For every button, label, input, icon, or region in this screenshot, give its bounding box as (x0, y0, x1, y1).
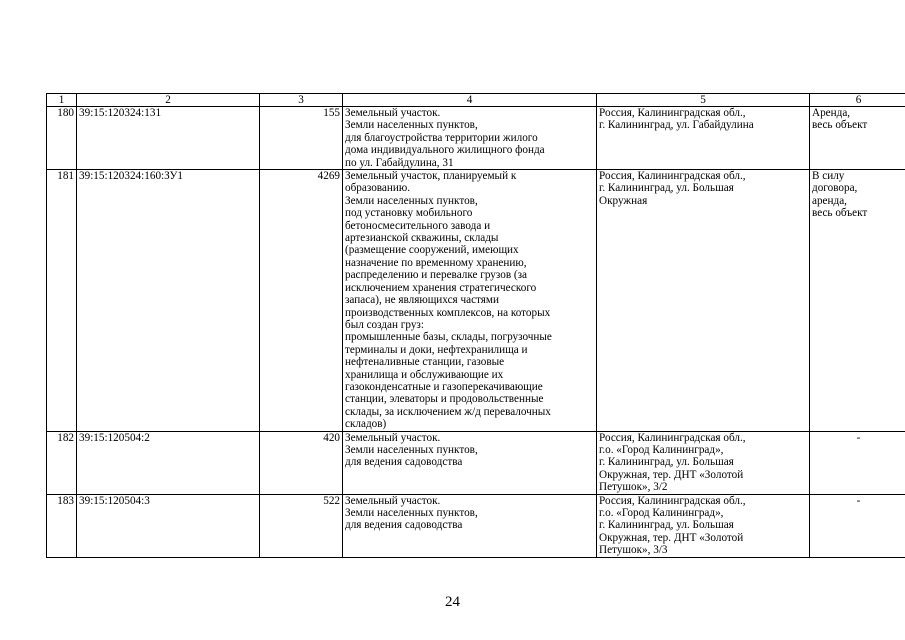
page-number: 24 (445, 594, 460, 610)
plot-address: Россия, Калининградская обл., г. Калининград, ул. Габайдулина (597, 107, 810, 170)
table-row (47, 431, 905, 494)
header-col-4: 4 (343, 94, 597, 107)
cadastral-number: 39:15:120504:3 (77, 494, 260, 557)
plot-area: 4269 (260, 170, 343, 432)
plot-description: Земельный участок, планируемый к образованию. Земли населенных пунктов, под установку мобильного бетоносмесительного завода и артезианской скважины, склады (размещение сооружений, имеющих назначение по временному хранению, распределению и перевалке грузов (за исключением хранения стратегического запаса), не являющихся частями производственных комплексов, на которых был создан груз: промышленные базы, склады, погрузочные терминалы и доки, нефтехранилища и нефтеналивные станции, газовые хранилища и обслуживающие их газоконденсатные и газоперекачивающие станции, элеваторы и продовольственные склады, за исключением ж/д перевалочных складов) (343, 170, 597, 432)
plot-address: Россия, Калининградская обл., г.о. «Город Калининград», г. Калининград, ул. Большая Окружная, тер. ДНТ «Золотой Петушок», 3/2 (597, 431, 810, 494)
header-col-3: 3 (260, 94, 343, 107)
plot-description: Земельный участок. Земли населенных пунктов, для благоустройства территории жилого дома индивидуального жилищного фонда по ул. Габайдулина, 31 (343, 107, 597, 170)
header-col-6: 6 (810, 94, 905, 107)
header-col-5: 5 (597, 94, 810, 107)
plot-right: - (810, 431, 905, 494)
plot-address: Россия, Калининградская обл., г.о. «Город Калининград», г. Калининград, ул. Большая Окружная, тер. ДНТ «Золотой Петушок», 3/3 (597, 494, 810, 557)
table-row (47, 107, 905, 170)
plot-right: Аренда, весь объект (810, 107, 905, 170)
cadastral-number: 39:15:120504:2 (77, 431, 260, 494)
row-number: 182 (47, 431, 77, 494)
plot-address: Россия, Калининградская обл., г. Калининград, ул. Большая Окружная (597, 170, 810, 432)
plot-right: В силу договора, аренда, весь объект (810, 170, 905, 432)
table-header (47, 94, 905, 107)
plot-area: 420 (260, 431, 343, 494)
row-number: 180 (47, 107, 77, 170)
plot-description: Земельный участок. Земли населенных пунктов, для ведения садоводства (343, 431, 597, 494)
cadastral-number: 39:15:120324:131 (77, 107, 260, 170)
cadastral-number: 39:15:120324:160:ЗУ1 (77, 170, 260, 432)
header-col-1: 1 (47, 94, 77, 107)
plot-area: 522 (260, 494, 343, 557)
plot-description: Земельный участок. Земли населенных пунктов, для ведения садоводства (343, 494, 597, 557)
row-number: 183 (47, 494, 77, 557)
header-row (47, 94, 905, 107)
table-body (47, 107, 905, 558)
plot-right: - (810, 494, 905, 557)
land-plots-table (46, 93, 905, 558)
header-col-2: 2 (77, 94, 260, 107)
plot-area: 155 (260, 107, 343, 170)
table-row (47, 170, 905, 432)
table-row (47, 494, 905, 557)
row-number: 181 (47, 170, 77, 432)
